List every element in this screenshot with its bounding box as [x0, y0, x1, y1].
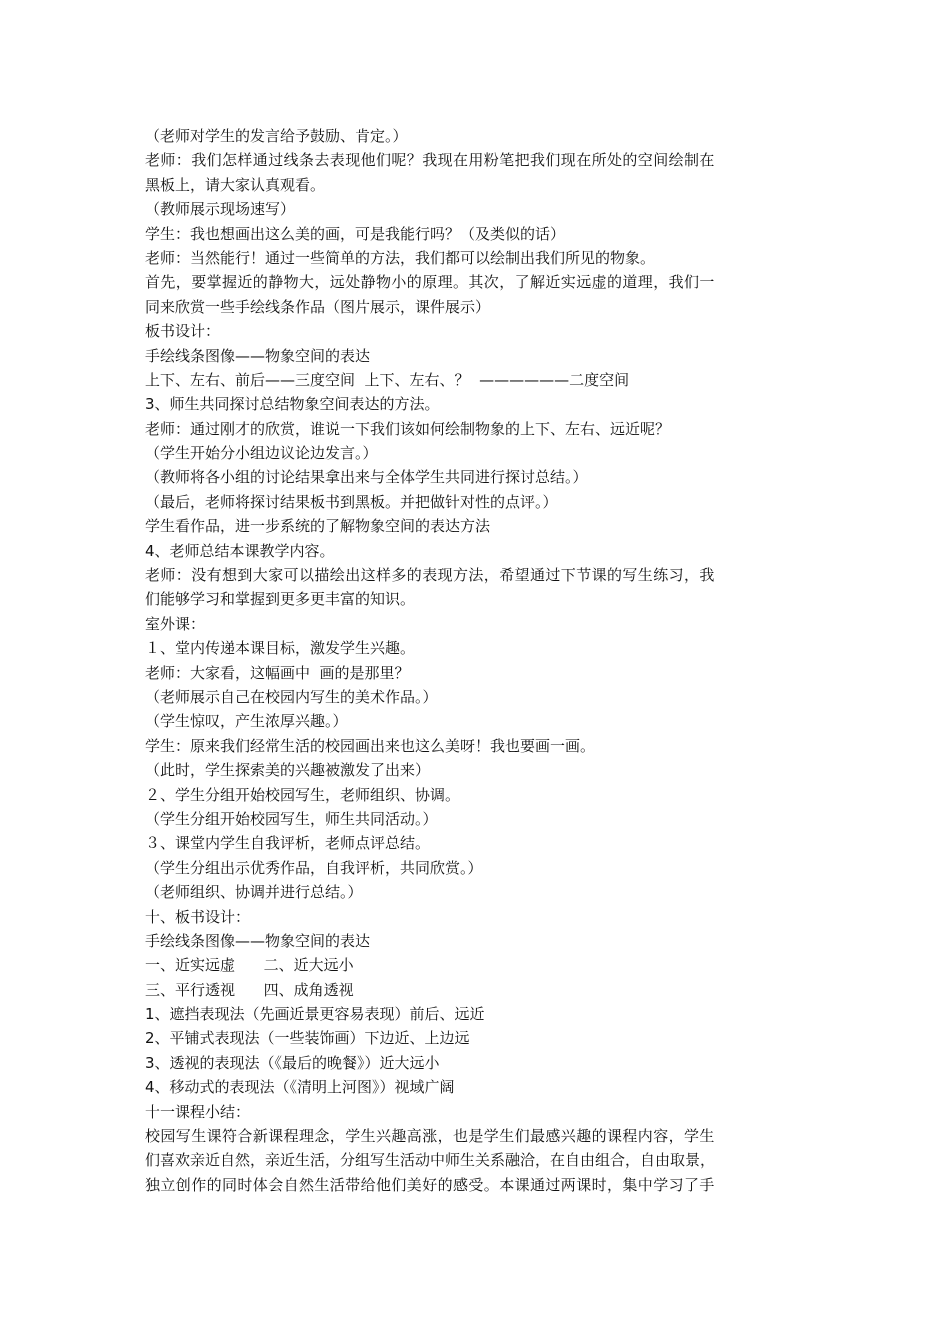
text-line: （教师展示现场速写）: [145, 200, 296, 219]
text-line: 一、近实远虚 二、近大远小: [145, 956, 354, 975]
text-line: 学生：我也想画出这么美的画，可是我能行吗？（及类似的话）: [145, 224, 566, 243]
text-line: （最后，老师将探讨结果板书到黑板。并把做针对性的点评。）: [145, 492, 558, 511]
text-line: 十、板书设计：: [145, 907, 251, 926]
text-line: 们喜欢亲近自然，亲近生活，分组写生活动中师生关系融洽，在自由组合，自由取景，: [145, 1151, 716, 1170]
text-line: 们能够学习和掌握到更多更丰富的知识。: [145, 590, 416, 609]
text-line: （学生开始分小组边议论边发言。）: [145, 444, 378, 463]
text-line: （学生分组出示优秀作品，自我评析，共同欣赏。）: [145, 858, 483, 877]
text-line: 校园写生课符合新课程理念，学生兴趣高涨，也是学生们最感兴趣的课程内容，学生: [145, 1127, 715, 1146]
text-line: 黑板上，请大家认真观看。: [145, 175, 326, 194]
text-line: ２、学生分组开始校园写生，老师组织、协调。: [145, 785, 461, 804]
text-line: （老师组织、协调并进行总结。）: [145, 883, 363, 902]
text-line: 老师：我们怎样通过线条去表现他们呢？我现在用粉笔把我们现在所处的空间绘制在: [145, 151, 715, 170]
text-line: 学生看作品，进一步系统的了解物象空间的表达方法: [145, 517, 491, 536]
text-line: 独立创作的同时体会自然生活带给他们美好的感受。本课通过两课时，集中学习了手: [145, 1175, 715, 1194]
text-line: （老师对学生的发言给予鼓励、肯定。）: [145, 127, 408, 145]
text-line: 老师：当然能行！通过一些简单的方法，我们都可以绘制出我们所见的物象。: [145, 248, 656, 267]
text-line: （学生惊叹，产生浓厚兴趣。）: [145, 712, 348, 731]
text-line: 老师：没有想到大家可以描绘出这样多的表现方法，希望通过下节课的写生练习，我: [145, 566, 715, 585]
text-line: 室外课：: [145, 614, 206, 633]
text-line: 上下、左右、前后——三度空间 上下、左右、？ ——————二度空间: [145, 370, 630, 389]
text-line: （此时，学生探索美的兴趣被激发了出来）: [145, 761, 431, 780]
text-line: 板书设计：: [145, 322, 221, 341]
text-line: 首先，要掌握近的静物大，远处静物小的原理。其次，了解近实远虚的道理，我们一: [145, 273, 715, 292]
text-line: 3、师生共同探讨总结物象空间表达的方法。: [145, 395, 440, 414]
text-line: （老师展示自己在校园内写生的美术作品。）: [145, 687, 438, 706]
text-line: 十一课程小结：: [145, 1102, 251, 1121]
text-line: １、堂内传递本课目标，激发学生兴趣。: [145, 639, 416, 658]
text-line: 3、透视的表现法（《最后的晚餐》）近大远小: [145, 1053, 440, 1072]
text-line: 老师：大家看，这幅画中 画的是那里？: [145, 663, 410, 682]
text-line: （教师将各小组的讨论结果拿出来与全体学生共同进行探讨总结。）: [145, 468, 588, 487]
document-body: [145, 124, 810, 1197]
text-line: 1、遮挡表现法（先画近景更容易表现）前后、远近: [145, 1005, 485, 1024]
text-line: 2、平铺式表现法（一些装饰画）下边近、上边远: [145, 1029, 470, 1048]
text-line: 学生：原来我们经常生活的校园画出来也这么美呀！我也要画一画。: [145, 736, 596, 755]
text-line: 同来欣赏一些手绘线条作品（图片展示，课件展示）: [145, 297, 491, 316]
text-line: 手绘线条图像——物象空间的表达: [145, 346, 371, 365]
text-line: ３、课堂内学生自我评析，老师点评总结。: [145, 834, 431, 853]
text-line: 4、移动式的表现法（《清明上河图》）视域广阔: [145, 1078, 455, 1097]
text-line: 三、平行透视 四、成角透视: [145, 980, 354, 999]
text-line: 4、老师总结本课教学内容。: [145, 541, 335, 560]
text-line: 手绘线条图像——物象空间的表达: [145, 931, 371, 950]
text-line: （学生分组开始校园写生，师生共同活动。）: [145, 809, 438, 828]
text-line: 老师：通过刚才的欣赏，谁说一下我们该如何绘制物象的上下、左右、远近呢？: [145, 419, 671, 438]
